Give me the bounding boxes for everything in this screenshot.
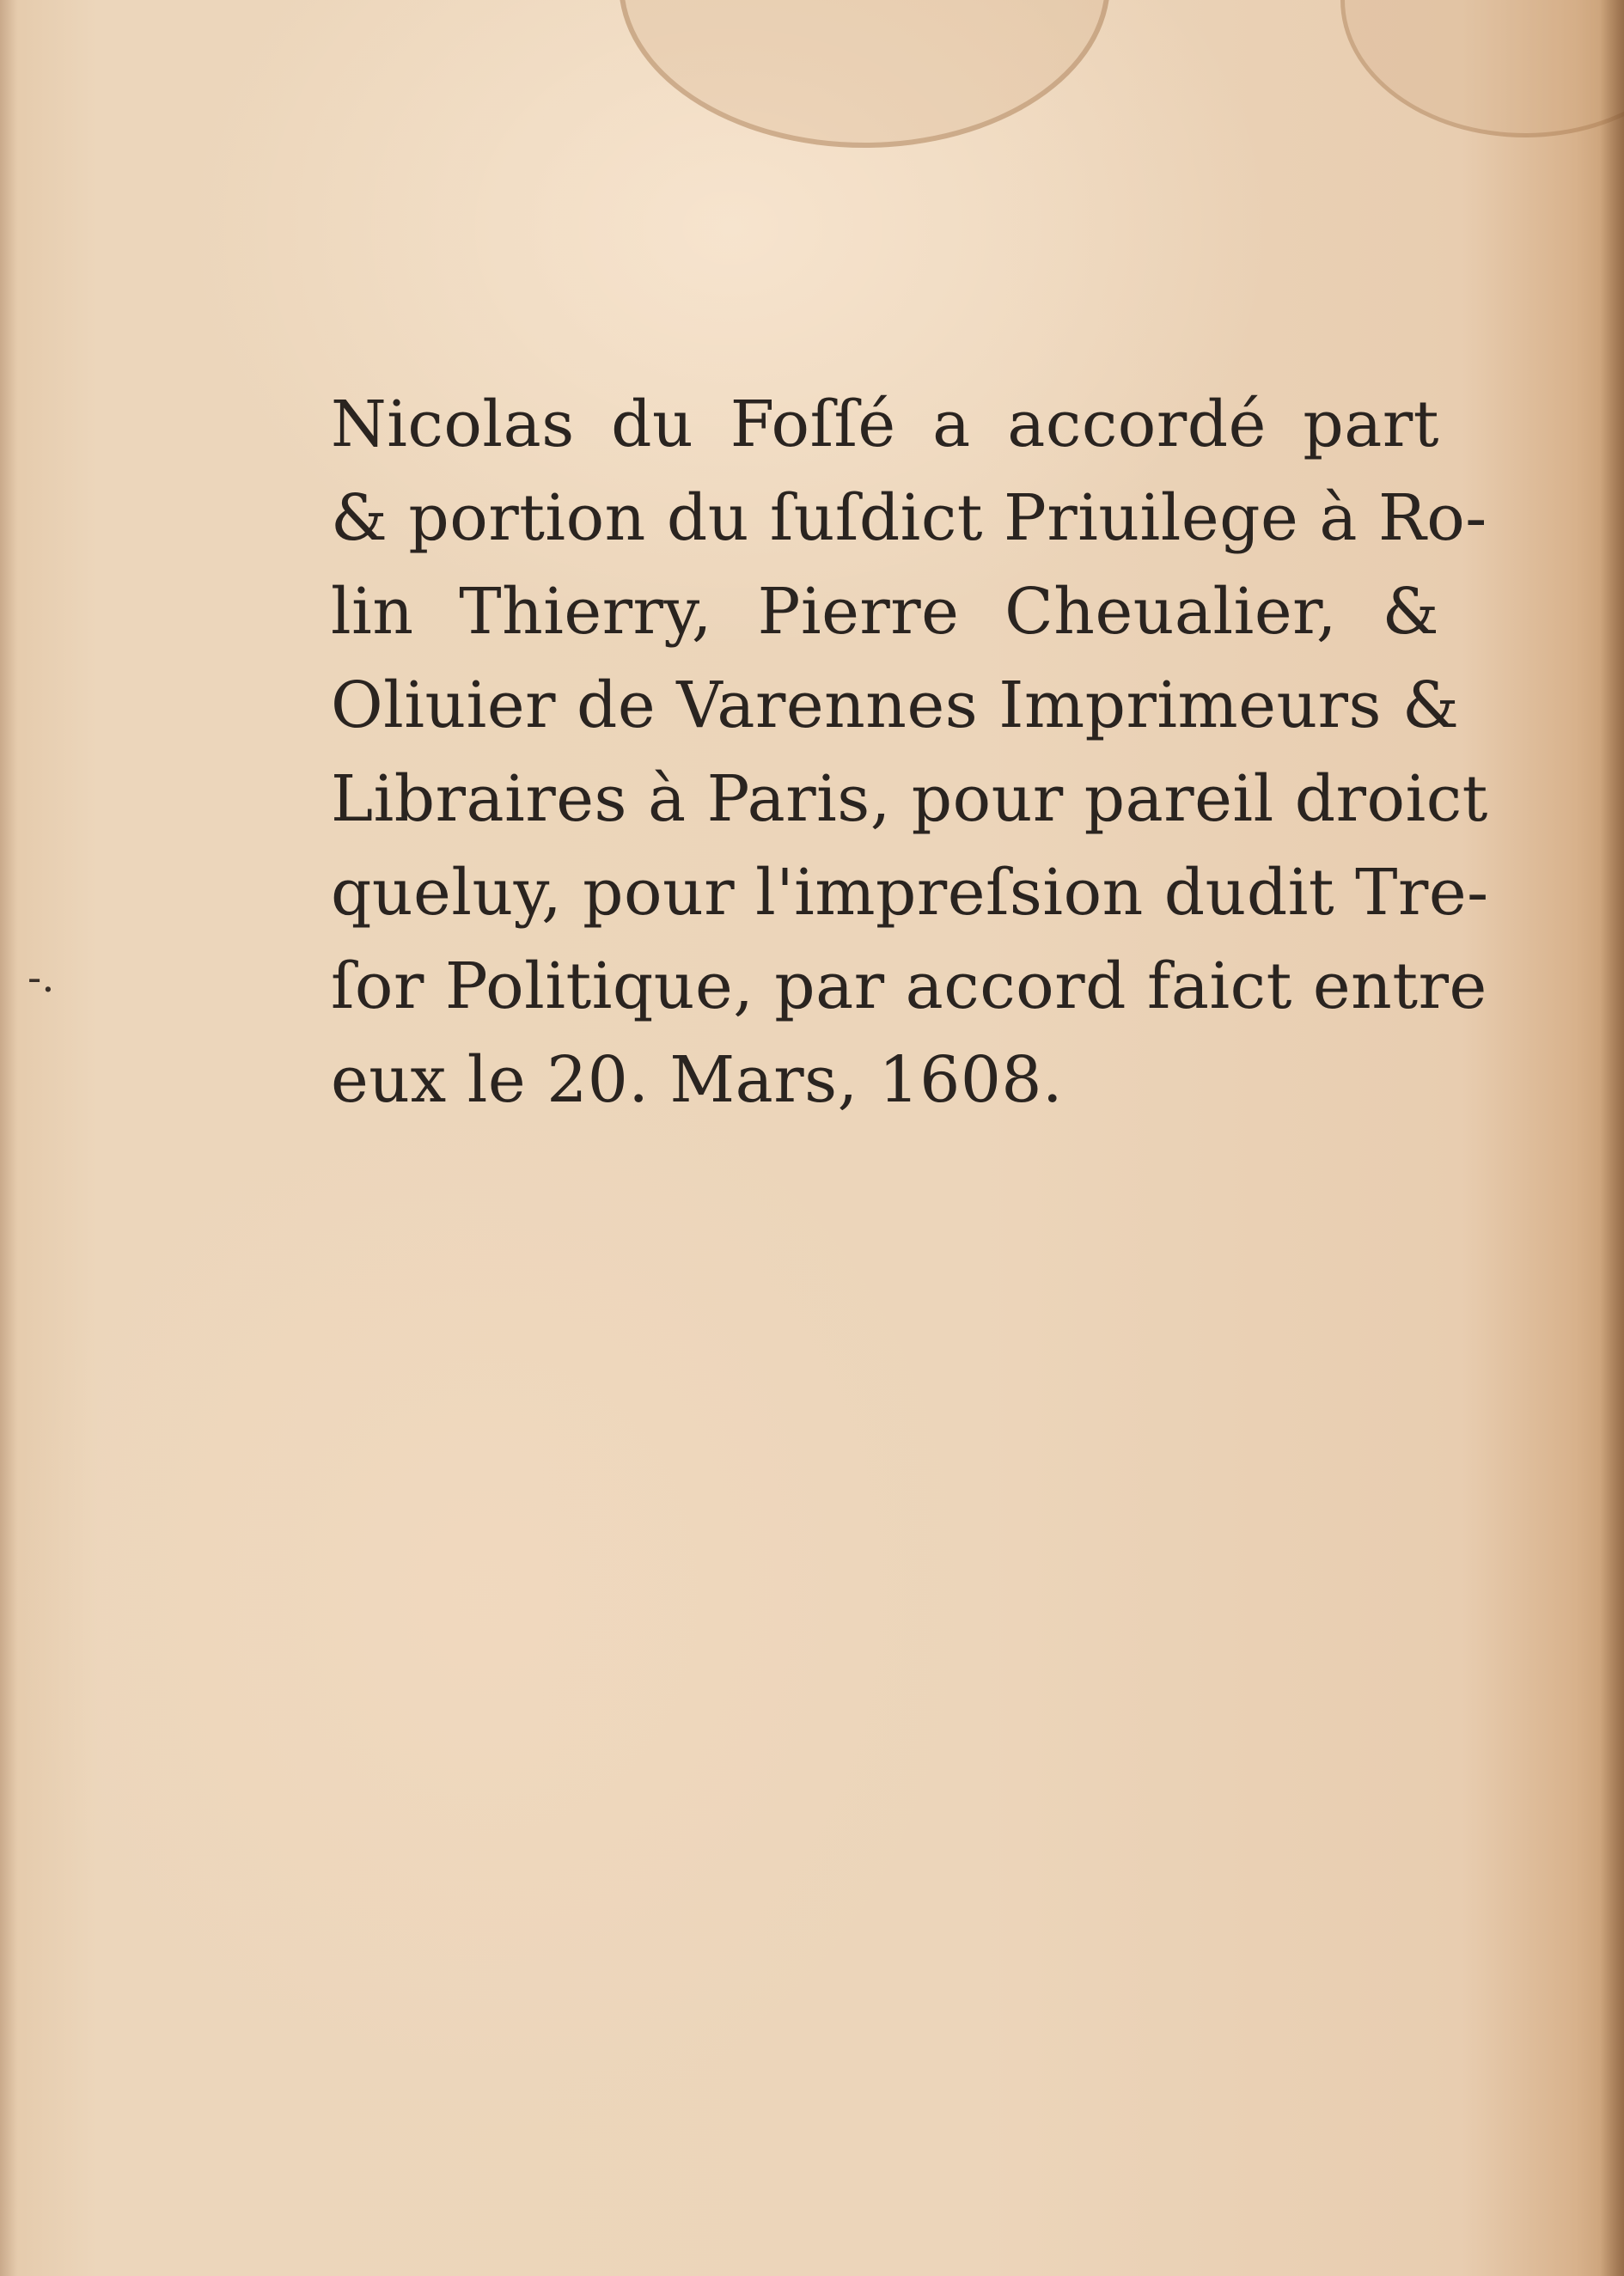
text-line-7: ſor Politique, par accord faict entre: [331, 949, 1487, 1023]
water-stain-top: [619, 0, 1110, 148]
margin-mark: -.: [27, 954, 55, 1002]
page-left-edge: [0, 0, 17, 2276]
text-line-1: Nicolas du Foſſé a accordé part: [331, 387, 1439, 461]
privilege-notice: [331, 378, 1489, 1127]
text-line-6: queluy, pour l'impreſsion dudit Tre-: [331, 856, 1489, 930]
text-line-2: & portion du ſuſdict Priuilege à Ro-: [331, 481, 1487, 555]
text-line-3: lin Thierry, Pierre Cheualier, &: [331, 575, 1439, 649]
text-line-5: Libraires à Paris, pour pareil droict: [331, 762, 1488, 836]
page-right-edge: [1600, 0, 1624, 2276]
text-line-8: eux le 20. Mars, 1608.: [331, 1043, 1064, 1117]
water-stain-top-right: [1340, 0, 1624, 137]
text-line-4: Oliuier de Varennes Imprimeurs &: [331, 668, 1460, 742]
